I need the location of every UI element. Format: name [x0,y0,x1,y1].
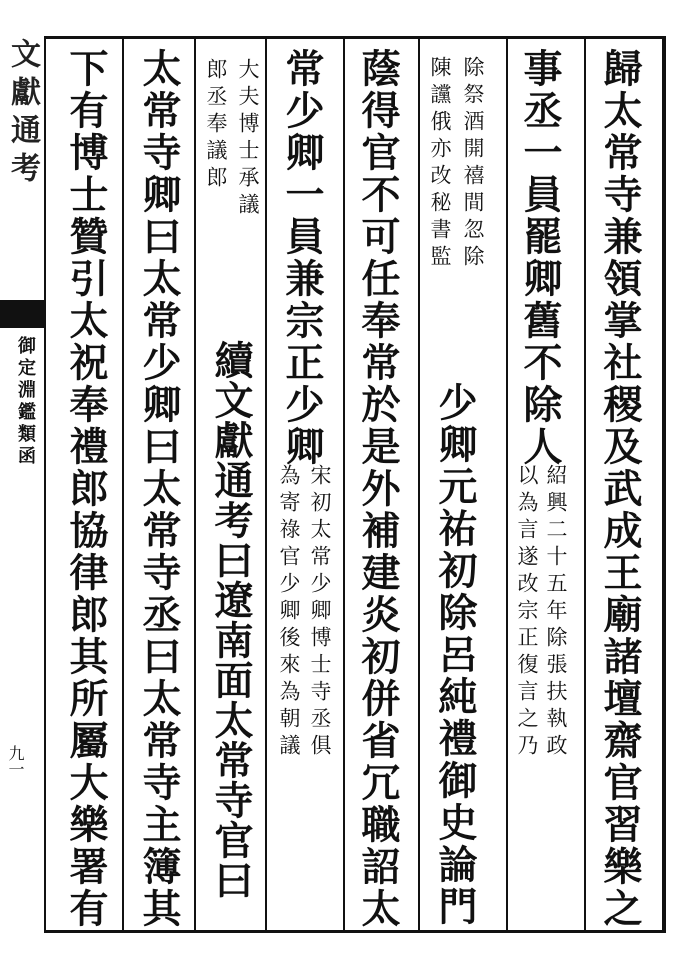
top-border [44,36,664,39]
text-column-5-main: 常少卿一員兼宗正少卿 [279,48,325,468]
column-divider [343,39,345,930]
fishtail-mark [0,300,44,328]
text-column-3-main: 少卿元祐初除呂純禮御史論門 [432,382,478,928]
text-column-6-note-right: 大夫博士承議 [236,58,260,220]
page-number: 九一 [6,745,25,777]
margin-title-fragment: 文獻通考 [5,38,40,190]
text-column-3-note-right: 除祭酒開禧間忽除 [461,56,485,272]
right-border [662,36,666,933]
column-divider [584,39,586,930]
text-column-2-main: 事丞一員罷卿舊不除人 [517,48,563,468]
column-divider [194,39,196,930]
text-column-7: 太常寺卿曰太常少卿曰太常寺丞曰太常寺主簿其 [136,48,182,930]
text-column-1: 歸太常寺兼領掌社稷及武成王廟諸壇齋官習樂之 [597,48,643,930]
column-divider [122,39,124,930]
margin-book-title: 御定淵鑑類函 [15,336,36,468]
column-divider [506,39,508,930]
left-border [44,36,46,933]
bottom-border [44,930,664,933]
text-column-2-note-right: 紹興二十五年除張扶執政 [544,464,568,761]
column-divider [265,39,267,930]
text-column-5-note-left: 為寄祿官少卿後來為朝議 [277,464,301,761]
text-column-4: 蔭得官不可任奉常於是外補建炎初併省冗職詔太 [355,48,401,930]
column-divider [418,39,420,930]
text-column-6-main: 續文獻通考曰遼南面太常寺官曰 [208,340,254,900]
text-column-6-note-left: 郎丞奉議郎 [204,58,228,193]
text-column-2-note-left: 以為言遂改宗正復言之乃 [515,464,539,761]
text-column-3-note-left: 陳讜俄亦改秘書監 [428,56,452,272]
text-column-8: 下有博士贊引太祝奉禮郎協律郎其所屬大樂署有 [63,48,109,930]
text-column-5-note-right: 宋初太常少卿博士寺丞俱 [308,464,332,761]
